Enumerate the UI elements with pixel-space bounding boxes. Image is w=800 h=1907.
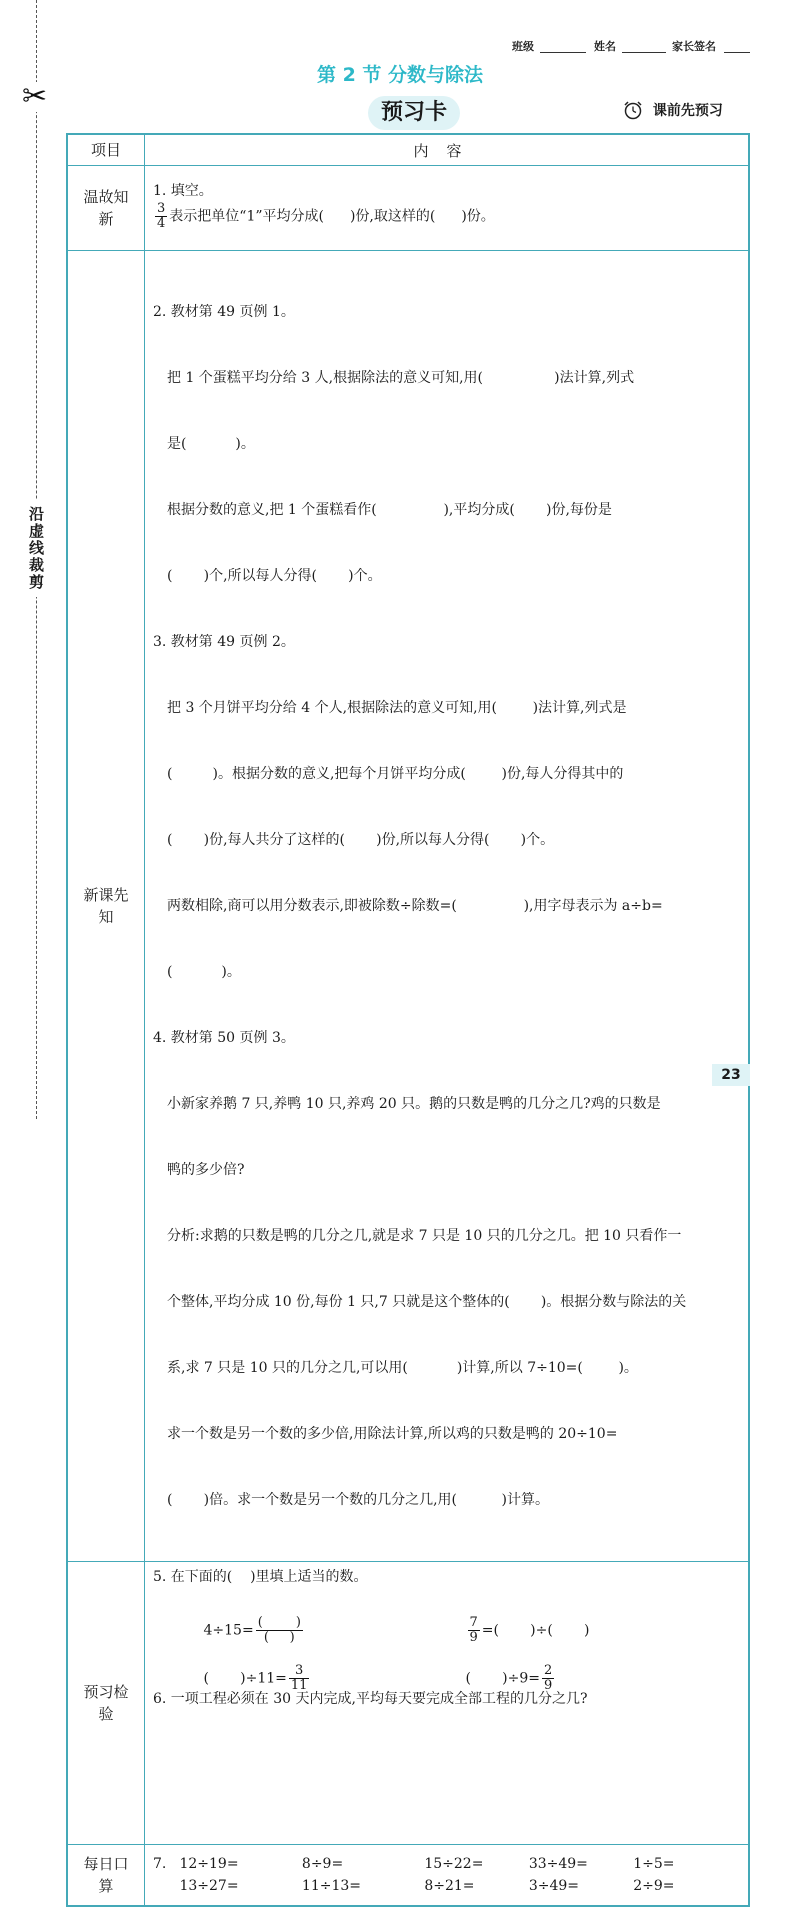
item-header: 项目 — [67, 134, 145, 166]
cut-instruction: 沿虚线裁剪 — [27, 500, 47, 597]
daily-item[interactable]: 1÷5= — [633, 1856, 675, 1872]
class-label: 班级 — [512, 40, 534, 53]
q3-line-4: 两数相除,商可以用分数表示,即被除数÷除数=( ),用字母表示为 a÷b= — [167, 898, 663, 914]
q4-line-1: 小新家养鹅 7 只,养鸭 10 只,养鸡 20 只。鹅的只数是鸭的几分之几?鸡的只数是 — [167, 1096, 661, 1112]
daily-item[interactable]: 12÷19= — [179, 1856, 239, 1872]
q1-fraction: $\frac{3}{4}$ — [157, 201, 166, 231]
daily-line-1 — [153, 1853, 742, 1875]
q4-line-5: 系,求 7 只是 10 只的几分之几,可以用( )计算,所以 7÷10=( )。 — [167, 1360, 638, 1376]
q3-line-5: ( )。 — [167, 964, 241, 980]
q4-line-7: ( )倍。求一个数是另一个数的几分之几,用( )计算。 — [167, 1492, 549, 1508]
q1-title: 1. 填空。 — [153, 183, 213, 199]
check-content — [145, 1562, 750, 1845]
q7-number: 7. — [153, 1856, 167, 1872]
q4-line-6: 求一个数是另一个数的多少倍,用除法计算,所以鸡的只数是鸭的 20÷10= — [167, 1426, 618, 1442]
check-label: 预习检验 — [67, 1562, 145, 1845]
q5-ex-2[interactable]: $\frac{7}{9}$ =( )÷( ) — [469, 1615, 590, 1645]
new-lesson-label: 新课先知 — [67, 251, 145, 1562]
daily-content — [145, 1845, 750, 1907]
check-row — [67, 1562, 749, 1845]
daily-item[interactable]: 11÷13= — [301, 1878, 361, 1894]
q5-ex-4[interactable]: ( )÷9= $\frac{2}{9}$ — [465, 1663, 553, 1693]
name-field-line[interactable] — [622, 52, 666, 53]
new-lesson-content — [145, 251, 750, 1562]
daily-label: 每日口算 — [67, 1845, 145, 1907]
daily-item[interactable]: 13÷27= — [179, 1878, 239, 1894]
q6-text: 6. 一项工程必须在 30 天内完成,平均每天要完成全部工程的几分之几? — [153, 1691, 588, 1707]
content-header: 内容 — [145, 134, 750, 166]
parent-signature-line[interactable] — [724, 52, 750, 53]
q2-line-4: ( )个,所以每人分得( )个。 — [167, 568, 382, 584]
page-number: 23 — [712, 1064, 750, 1086]
daily-line-2 — [153, 1875, 742, 1897]
review-label: 温故知新 — [67, 166, 145, 251]
daily-item[interactable]: 8÷9= — [301, 1856, 344, 1872]
q5-ex-1[interactable]: 4÷15= $\frac{( )}{( )}$ — [203, 1615, 301, 1645]
daily-item[interactable]: 2÷9= — [633, 1878, 675, 1894]
daily-row — [67, 1845, 749, 1907]
q4-line-2: 鸭的多少倍? — [167, 1162, 245, 1178]
q5-title: 5. 在下面的( )里填上适当的数。 — [153, 1569, 368, 1585]
daily-item[interactable]: 33÷49= — [528, 1856, 588, 1872]
q5-exercises — [153, 1588, 742, 1693]
daily-item[interactable]: 3÷49= — [528, 1878, 579, 1894]
q3-line-2: ( )。根据分数的意义,把每个月饼平均分成( )份,每人分得其中的 — [167, 766, 624, 782]
q2-line-1: 把 1 个蛋糕平均分给 3 人,根据除法的意义可知,用( )法计算,列式 — [167, 370, 635, 386]
q2-line-3: 根据分数的意义,把 1 个蛋糕看作( ),平均分成( )份,每份是 — [167, 502, 612, 518]
q3-title: 3. 教材第 49 页例 2。 — [153, 634, 295, 650]
q3-line-1: 把 3 个月饼平均分给 4 个人,根据除法的意义可知,用( )法计算,列式是 — [167, 700, 627, 716]
daily-item[interactable]: 15÷22= — [424, 1856, 484, 1872]
q2-line-2: 是( )。 — [167, 436, 255, 452]
name-label: 姓名 — [594, 40, 616, 53]
q3-line-3: ( )份,每人共分了这样的( )份,所以每人分得( )个。 — [167, 832, 555, 848]
card-title: 预习卡 — [368, 96, 460, 130]
q4-line-3: 分析:求鹅的只数是鸭的几分之几,就是求 7 只是 10 只的几分之几。把 10 只看作一 — [167, 1228, 682, 1244]
scissors-icon: ✂ — [22, 79, 48, 114]
q5-ex-3[interactable]: ( )÷11= $\frac{3}{11}$ — [203, 1663, 308, 1693]
q4-title: 4. 教材第 50 页例 3。 — [153, 1030, 295, 1046]
q1-body: $\frac{3}{4}$ 表示把单位“1”平均分成( )份,取这样的( )份。 — [157, 201, 495, 231]
q4-line-4: 个整体,平均分成 10 份,每份 1 只,7 只就是这个整体的( )。根据分数与除法的关 — [167, 1294, 687, 1310]
review-content — [145, 166, 750, 251]
table-header-row — [67, 134, 749, 166]
section-title: 第 2 节 分数与除法 — [316, 64, 484, 86]
class-field-line[interactable] — [540, 52, 586, 53]
preview-badge-text: 课前先预习 — [652, 103, 723, 119]
daily-item[interactable]: 8÷21= — [424, 1878, 475, 1894]
preview-badge — [622, 100, 723, 120]
review-row — [67, 166, 749, 251]
alarm-clock-icon — [622, 100, 644, 120]
new-lesson-row — [67, 251, 749, 1562]
q2-title: 2. 教材第 49 页例 1。 — [153, 304, 295, 320]
worksheet-table — [66, 133, 750, 1907]
parent-signature-label: 家长签名 — [672, 40, 716, 53]
